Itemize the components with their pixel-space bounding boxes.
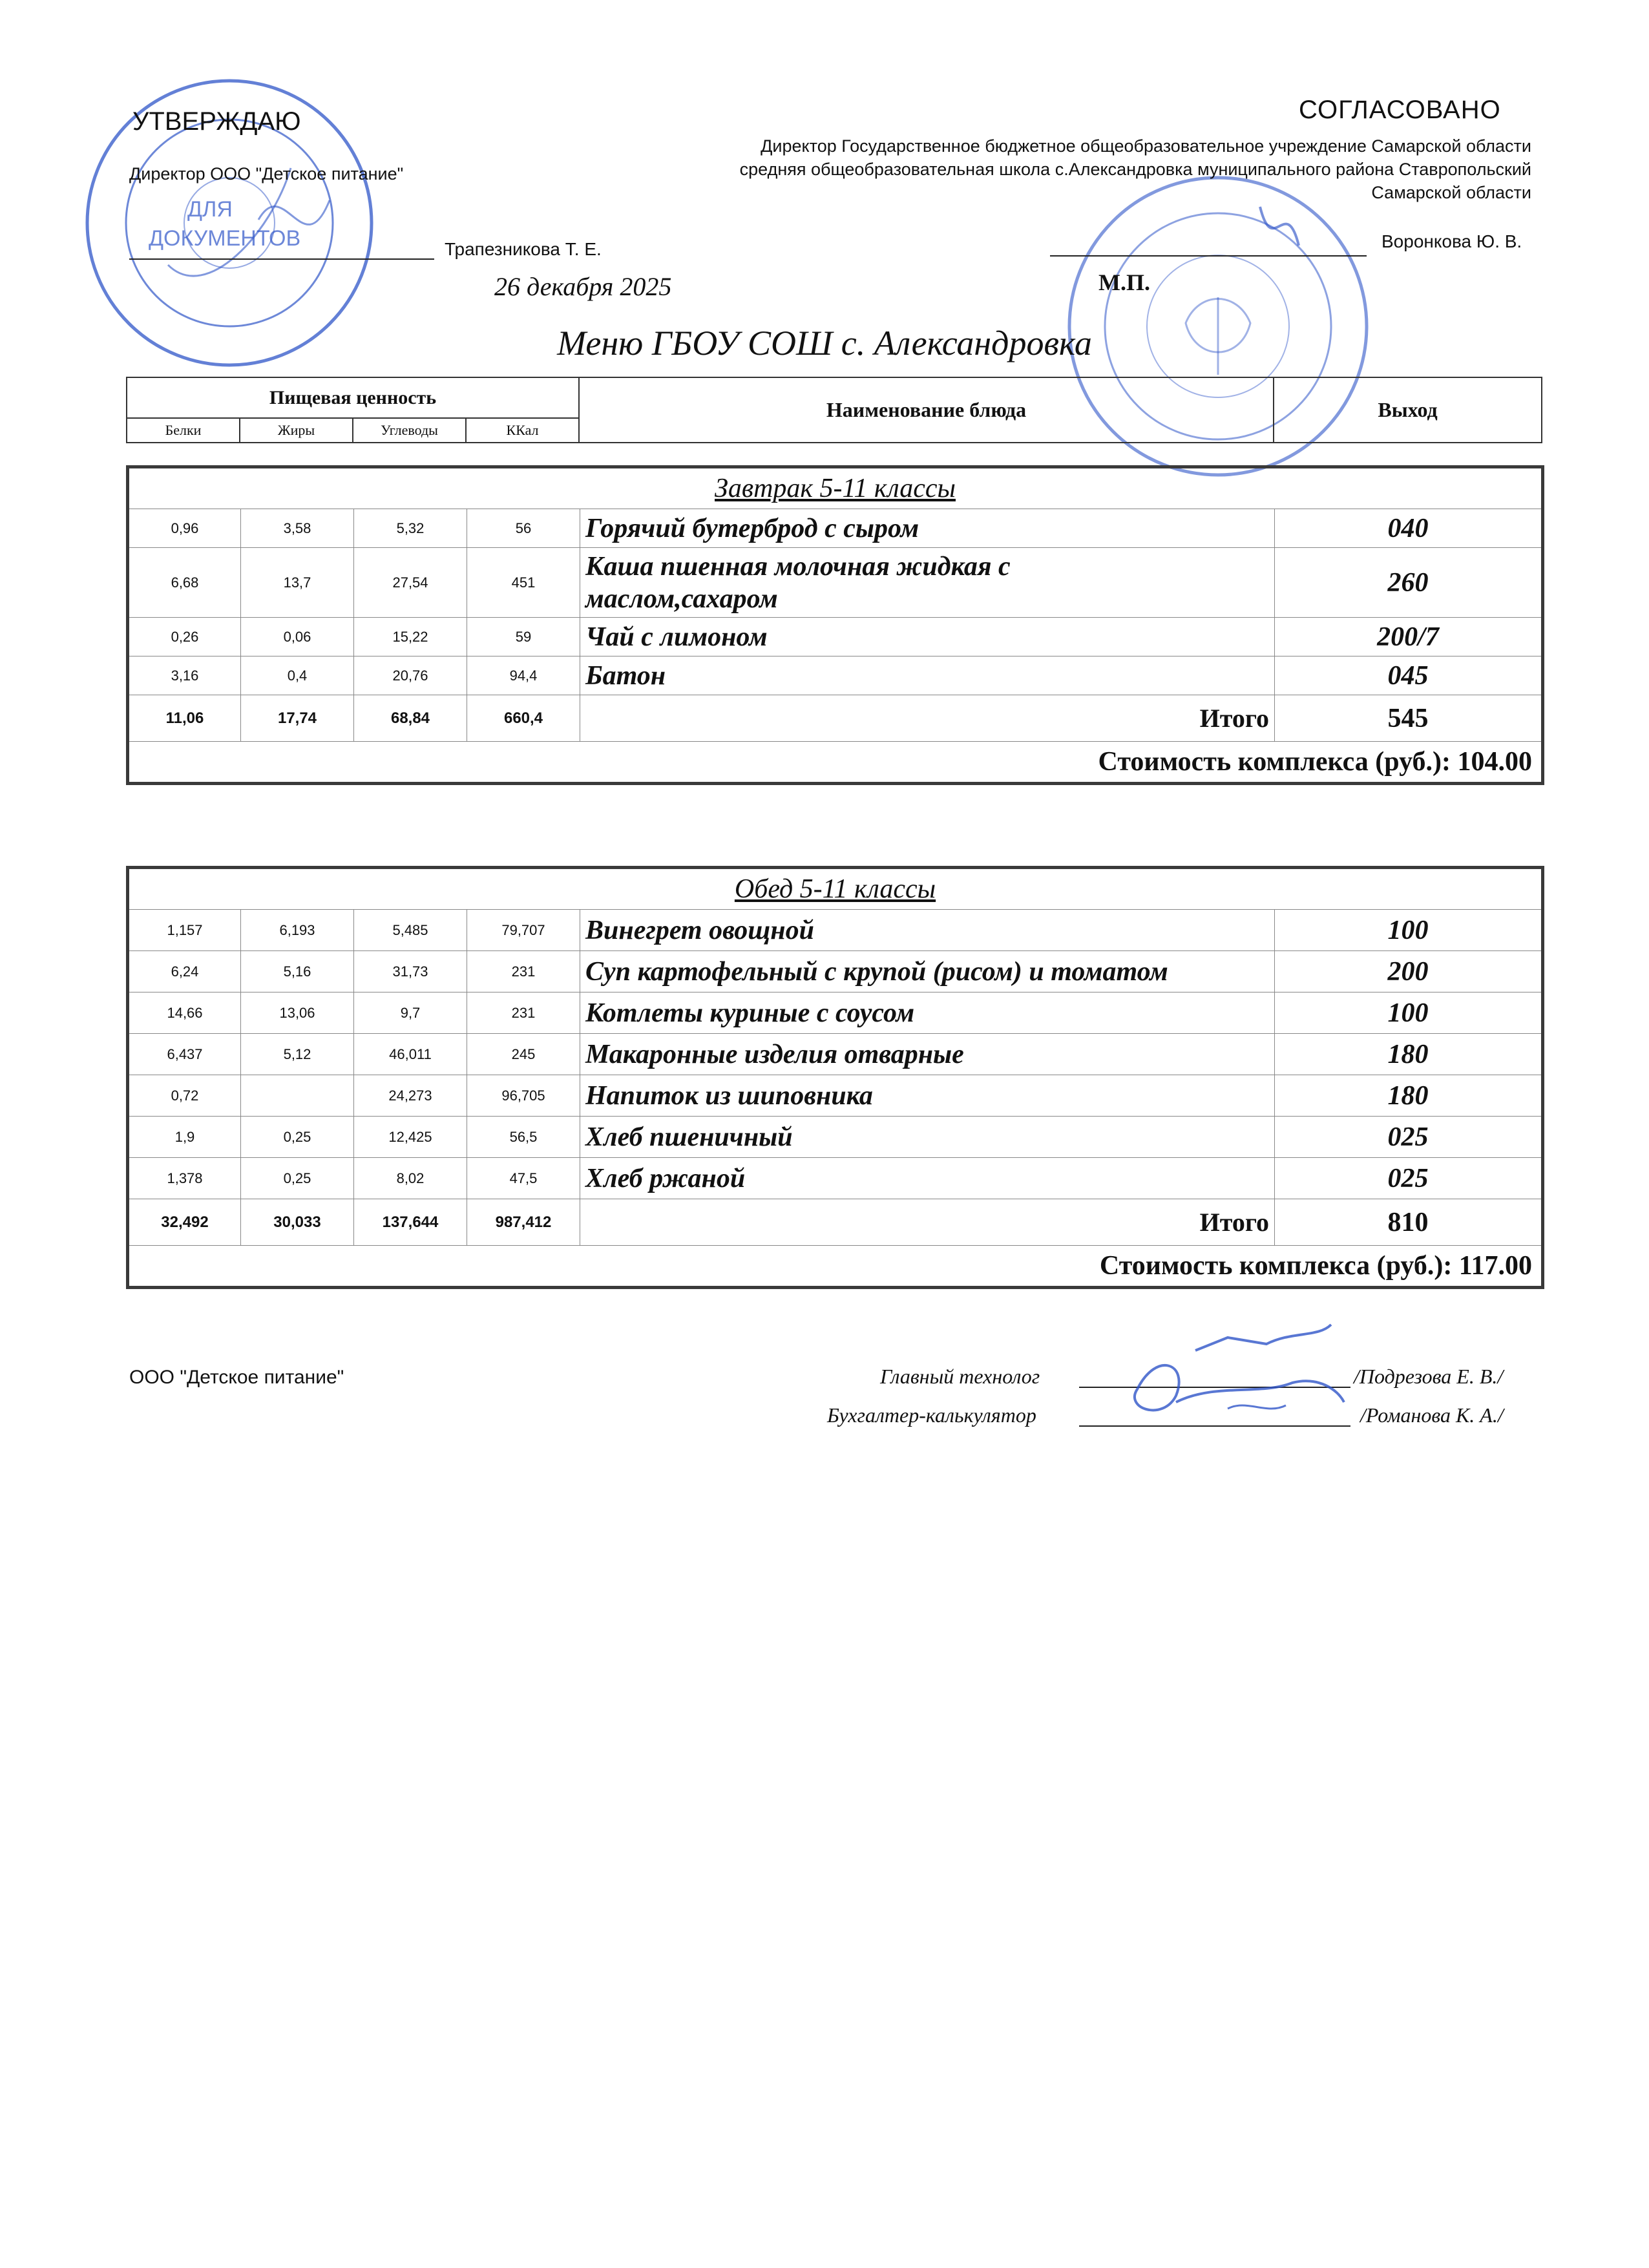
agreed-signature-line — [1050, 255, 1367, 257]
total-row — [128, 695, 1543, 742]
accountant-name: /Романова К. А./ — [1360, 1403, 1504, 1427]
carbs-cell: 5,485 — [354, 910, 467, 951]
svg-text:ДЛЯ: ДЛЯ — [187, 197, 233, 222]
fats-cell: 0,06 — [241, 618, 354, 656]
kcal-cell: 59 — [467, 618, 580, 656]
carbs-cell: 15,22 — [354, 618, 467, 656]
carbs-cell: 24,273 — [354, 1075, 467, 1117]
fats-cell — [241, 1075, 354, 1117]
dish-name: Каша пшенная молочная жидкая с маслом,сахаром — [580, 548, 1275, 618]
total-fats: 17,74 — [241, 695, 354, 742]
lunch-title: Обед 5-11 классы — [128, 868, 1543, 910]
carbs-cell: 9,7 — [354, 992, 467, 1034]
dish-yield: 200 — [1275, 951, 1543, 992]
dish-name: Батон — [580, 656, 1275, 695]
proteins-cell: 1,9 — [128, 1117, 241, 1158]
breakfast-cost: Стоимость комплекса (руб.): 104.00 — [128, 742, 1543, 784]
carbs-cell: 8,02 — [354, 1158, 467, 1199]
accountant-role: Бухгалтер-калькулятор — [827, 1403, 1036, 1427]
kcal-cell: 231 — [467, 951, 580, 992]
dish-yield: 260 — [1275, 548, 1543, 618]
dish-yield: 100 — [1275, 910, 1543, 951]
total-carbs: 68,84 — [354, 695, 467, 742]
table-row — [128, 509, 1543, 548]
dish-yield: 025 — [1275, 1117, 1543, 1158]
total-kcal: 987,412 — [467, 1199, 580, 1246]
lunch-table — [126, 866, 1544, 1289]
kcal-cell: 231 — [467, 992, 580, 1034]
approve-subtitle: Директор ООО "Детское питание" — [129, 164, 404, 184]
carbs-cell: 27,54 — [354, 548, 467, 618]
table-row — [128, 656, 1543, 695]
fats-cell: 0,25 — [241, 1117, 354, 1158]
col-kcal: ККал — [466, 418, 579, 443]
total-label: Итого — [580, 1199, 1275, 1246]
proteins-cell: 14,66 — [128, 992, 241, 1034]
yield-header: Выход — [1274, 377, 1542, 443]
proteins-cell: 6,24 — [128, 951, 241, 992]
total-label: Итого — [580, 695, 1275, 742]
total-fats: 30,033 — [241, 1199, 354, 1246]
breakfast-title: Завтрак 5-11 классы — [128, 467, 1543, 509]
kcal-cell: 79,707 — [467, 910, 580, 951]
footer-signature — [1098, 1312, 1370, 1441]
proteins-cell: 0,96 — [128, 509, 241, 548]
kcal-cell: 245 — [467, 1034, 580, 1075]
fats-cell: 3,58 — [241, 509, 354, 548]
agreed-title: СОГЛАСОВАНО — [1299, 96, 1501, 124]
page-title: Меню ГБОУ СОШ с. Александровка — [557, 324, 1092, 362]
fats-cell: 0,4 — [241, 656, 354, 695]
fats-cell: 13,7 — [241, 548, 354, 618]
total-kcal: 660,4 — [467, 695, 580, 742]
table-row — [128, 548, 1543, 618]
col-carbs: Углеводы — [353, 418, 466, 443]
fats-cell: 5,12 — [241, 1034, 354, 1075]
proteins-cell: 0,72 — [128, 1075, 241, 1117]
dish-header: Наименование блюда — [579, 377, 1274, 443]
proteins-cell: 6,437 — [128, 1034, 241, 1075]
breakfast-table — [126, 465, 1544, 785]
fats-cell: 0,25 — [241, 1158, 354, 1199]
dish-name: Винегрет овощной — [580, 910, 1275, 951]
carbs-cell: 5,32 — [354, 509, 467, 548]
table-row — [128, 1117, 1543, 1158]
dish-name: Чай с лимоном — [580, 618, 1275, 656]
table-row — [128, 1158, 1543, 1199]
dish-name: Хлеб пшеничный — [580, 1117, 1275, 1158]
fats-cell: 6,193 — [241, 910, 354, 951]
kcal-cell: 96,705 — [467, 1075, 580, 1117]
kcal-cell: 451 — [467, 548, 580, 618]
table-row — [128, 992, 1543, 1034]
dish-name: Горячий бутерброд с сыром — [580, 509, 1275, 548]
nutrition-header: Пищевая ценность — [127, 377, 579, 418]
total-yield: 810 — [1275, 1199, 1543, 1246]
agreed-signer: Воронкова Ю. В. — [1381, 231, 1522, 251]
tech-name: /Подрезова Е. В./ — [1354, 1365, 1504, 1388]
column-header-table — [126, 377, 1542, 443]
col-fats: Жиры — [240, 418, 353, 443]
carbs-cell: 46,011 — [354, 1034, 467, 1075]
footer-org: ООО "Детское питание" — [129, 1367, 344, 1388]
dish-yield: 100 — [1275, 992, 1543, 1034]
carbs-cell: 12,425 — [354, 1117, 467, 1158]
table-row — [128, 1075, 1543, 1117]
dish-name: Хлеб ржаной — [580, 1158, 1275, 1199]
approve-title: УТВЕРЖДАЮ — [132, 107, 301, 136]
tech-role: Главный технолог — [880, 1365, 1040, 1388]
agreed-subtitle: Директор Государственное бюджетное общеобразовательное учреждение Самарской области средняя общеобразовательная школа с.Александровка муниципального района Ставропольский Самарской области — [739, 136, 1531, 202]
approve-date: 26 декабря 2025 — [494, 272, 672, 301]
dish-name: Макаронные изделия отварные — [580, 1034, 1275, 1075]
table-row — [128, 951, 1543, 992]
proteins-cell: 0,26 — [128, 618, 241, 656]
kcal-cell: 94,4 — [467, 656, 580, 695]
total-carbs: 137,644 — [354, 1199, 467, 1246]
dish-name: Суп картофельный с крупой (рисом) и томатом — [580, 951, 1275, 992]
proteins-cell: 6,68 — [128, 548, 241, 618]
kcal-cell: 56,5 — [467, 1117, 580, 1158]
proteins-cell: 1,378 — [128, 1158, 241, 1199]
total-proteins: 11,06 — [128, 695, 241, 742]
approve-signature-line — [129, 258, 434, 260]
dish-yield: 180 — [1275, 1075, 1543, 1117]
table-row — [128, 618, 1543, 656]
dish-yield: 025 — [1275, 1158, 1543, 1199]
kcal-cell: 56 — [467, 509, 580, 548]
kcal-cell: 47,5 — [467, 1158, 580, 1199]
dish-yield: 045 — [1275, 656, 1543, 695]
carbs-cell: 31,73 — [354, 951, 467, 992]
lunch-cost: Стоимость комплекса (руб.): 117.00 — [128, 1246, 1543, 1288]
svg-text:ДОКУМЕНТОВ: ДОКУМЕНТОВ — [149, 226, 301, 251]
proteins-cell: 3,16 — [128, 656, 241, 695]
dish-yield: 200/7 — [1275, 618, 1543, 656]
total-yield: 545 — [1275, 695, 1543, 742]
dish-yield: 180 — [1275, 1034, 1543, 1075]
table-row — [128, 1034, 1543, 1075]
fats-cell: 13,06 — [241, 992, 354, 1034]
total-row — [128, 1199, 1543, 1246]
col-proteins: Белки — [127, 418, 240, 443]
approve-signer: Трапезникова Т. Е. — [445, 239, 602, 259]
dish-yield: 040 — [1275, 509, 1543, 548]
fats-cell: 5,16 — [241, 951, 354, 992]
mp-label: М.П. — [1098, 269, 1150, 295]
dish-name: Котлеты куриные с соусом — [580, 992, 1275, 1034]
proteins-cell: 1,157 — [128, 910, 241, 951]
dish-name: Напиток из шиповника — [580, 1075, 1275, 1117]
table-row — [128, 910, 1543, 951]
carbs-cell: 20,76 — [354, 656, 467, 695]
total-proteins: 32,492 — [128, 1199, 241, 1246]
